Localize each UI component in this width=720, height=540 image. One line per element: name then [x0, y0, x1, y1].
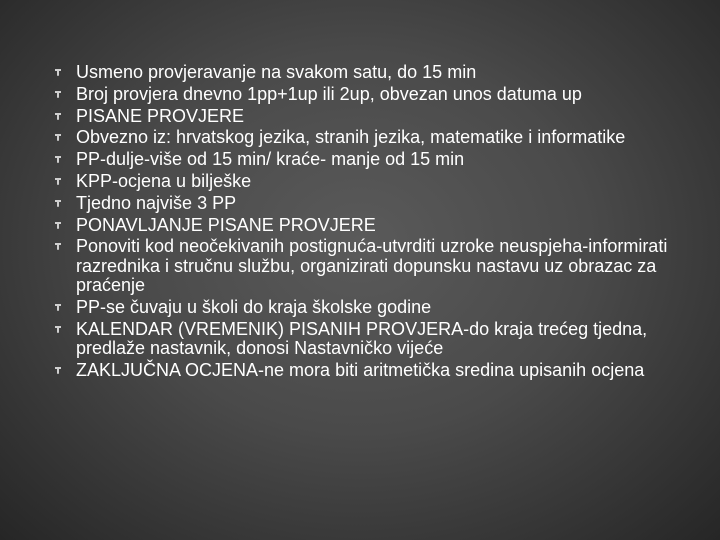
bullet-text: KALENDAR (VREMENIK) PISANIH PROVJERA-do kraja trećeg tjedna, predlaže nastavnik, donosi Nastavničko vijeće	[76, 318, 648, 359]
bullet-text: Obvezno iz: hrvatskog jezika, stranih jezika, matematike i informatike	[76, 127, 626, 148]
bullet-list	[54, 63, 694, 383]
bullet-icon	[57, 113, 59, 120]
bullet-text: Tjedno najviše 3 PP	[76, 192, 237, 213]
bullet-text: Broj provjera dnevno 1pp+1up ili 2up, obvezan unos datuma up	[76, 83, 582, 104]
bullet-icon	[57, 178, 59, 185]
bullet-item	[54, 150, 694, 170]
bullet-item	[54, 298, 694, 318]
bullet-item	[54, 320, 694, 359]
bullet-text: Ponoviti kod neočekivanih postignuća-utvrditi uzroke neuspjeha-informirati razrednika i stručnu službu, organizirati dopunsku nastavu uz obrazac za praćenje	[76, 236, 668, 296]
bullet-icon	[57, 243, 59, 250]
bullet-icon	[57, 134, 59, 141]
bullet-icon	[57, 367, 59, 374]
bullet-text: PP-se čuvaju u školi do kraja školske godine	[76, 297, 432, 318]
bullet-icon	[57, 69, 59, 76]
bullet-item	[54, 107, 694, 127]
bullet-text: ZAKLJUČNA OCJENA-ne mora biti aritmetička sredina upisanih ocjena	[76, 360, 645, 381]
bullet-icon	[57, 91, 59, 98]
bullet-text: KPP-ocjena u bilješke	[76, 170, 252, 191]
bullet-icon	[57, 326, 59, 333]
bullet-text: PONAVLJANJE PISANE PROVJERE	[76, 214, 376, 235]
bullet-text: Usmeno provjeravanje na svakom satu, do 15 min	[76, 62, 477, 82]
bullet-item	[54, 128, 694, 148]
bullet-icon	[57, 222, 59, 229]
bullet-item	[54, 172, 694, 192]
bullet-item	[54, 361, 694, 381]
bullet-text: PISANE PROVJERE	[76, 105, 245, 126]
bullet-item	[54, 85, 694, 105]
bullet-text: PP-dulje-više od 15 min/ kraće- manje od 15 min	[76, 149, 465, 170]
bullet-item	[54, 63, 694, 83]
bullet-item	[54, 216, 694, 236]
bullet-icon	[57, 200, 59, 207]
bullet-icon	[57, 304, 59, 311]
bullet-icon	[57, 156, 59, 163]
bullet-item	[54, 237, 694, 296]
bullet-item	[54, 194, 694, 214]
